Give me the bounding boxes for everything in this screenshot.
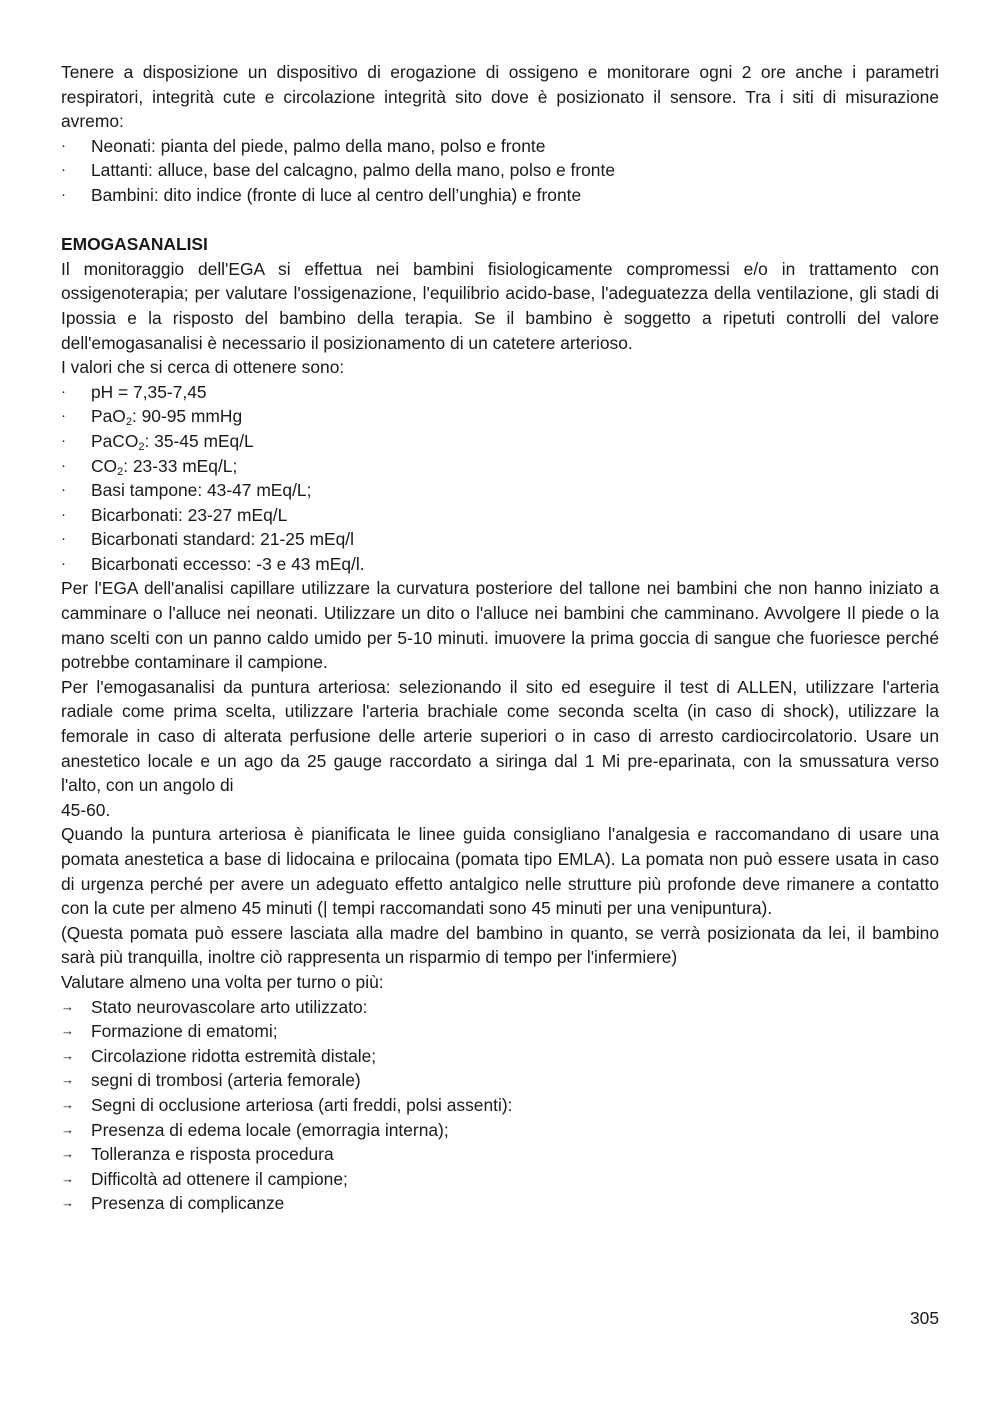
bullet-dot-icon: · xyxy=(61,554,66,572)
page-number: 305 xyxy=(909,1308,939,1328)
list-item: · Neonati: pianta del piede, palmo della mano, polso e fronte xyxy=(61,134,939,159)
list-item: → Segni di occlusione arteriosa (arti freddi, polsi assenti): xyxy=(61,1093,939,1118)
bullet-dot-icon: · xyxy=(61,505,66,523)
list-item: · Bambini: dito indice (fronte di luce al centro dell’unghia) e fronte xyxy=(61,183,939,208)
list-item: → Stato neurovascolare arto utilizzato: xyxy=(61,995,939,1020)
arrow-right-icon: → xyxy=(61,998,74,1014)
bullet-dot-icon: · xyxy=(61,456,66,474)
arrow-right-icon: → xyxy=(61,1121,74,1137)
list-item: · Lattanti: alluce, base del calcagno, palmo della mano, polso e fronte xyxy=(61,158,939,183)
arrow-right-icon: → xyxy=(61,1023,74,1039)
ointment-paragraph: (Questa pomata può essere lasciata alla madre del bambino in quanto, se verrà posizionata da lei, il bambino sarà più tranquilla, inoltre ciò rappresenta un risparmio di tempo per l'infermiere) xyxy=(61,922,939,968)
list-item: → Circolazione ridotta estremità distale; xyxy=(61,1044,939,1069)
list-item: · pH = 7,35-7,45 xyxy=(61,380,939,405)
bullet-dot-icon: · xyxy=(61,407,66,425)
bullet-dot-icon: · xyxy=(61,431,66,449)
page-content xyxy=(61,60,939,1216)
arrow-right-icon: → xyxy=(61,1096,74,1112)
bullet-dot-icon: · xyxy=(61,481,66,499)
measurement-sites-list xyxy=(61,134,939,208)
list-item: → Difficoltà ad ottenere il campione; xyxy=(61,1167,939,1192)
list-item: · $CO_2$: 23-33 mEq/L; xyxy=(61,455,238,478)
list-item: · Bicarbonati standard: 21-25 mEq/l xyxy=(61,527,939,552)
list-item: → Formazione di ematomi; xyxy=(61,1019,939,1044)
capillary-paragraph: Per l'EGA dell'analisi capillare utilizzare la curvatura posteriore del tallone nei bambini che non hanno iniziato a camminare o l'alluce nei neonati. Utilizzare un dito o l'alluce nei bambini che camminano. Avvolgere Il piede o la mano scelti con un panno caldo umido per 5-10 minuti. imuovere la prima goccia di sangue che fuoriesce perché potrebbe contaminare il campione. xyxy=(61,578,939,673)
bullet-dot-icon: · xyxy=(61,136,66,154)
arrow-right-icon: → xyxy=(61,1170,74,1186)
bullet-dot-icon: · xyxy=(61,161,66,179)
list-item: → Tolleranza e risposta procedura xyxy=(61,1142,939,1167)
arrow-right-icon: → xyxy=(61,1195,74,1211)
section-heading: EMOGASANALISI xyxy=(61,234,208,255)
intro-paragraph: Tenere a disposizione un dispositivo di erogazione di ossigeno e monitorare ogni 2 ore anche i parametri respiratori, integrità cute e circolazione integrità sito dove è posizionato il sensore. Tra i siti di misurazione avremo: xyxy=(61,62,939,132)
values-intro: I valori che si cerca di ottenere sono: xyxy=(61,357,345,378)
bullet-dot-icon: · xyxy=(61,530,66,548)
arrow-right-icon: → xyxy=(61,1072,74,1088)
list-item: · Basi tampone: 43-47 mEq/L; xyxy=(61,478,939,503)
arterial-paragraph-tail: 45-60. xyxy=(61,799,111,820)
arterial-paragraph: Per l'emogasanalisi da puntura arteriosa: selezionando il sito ed eseguire il test di ALLEN, utilizzare l'arteria radiale come prima scelta, utilizzare l'arteria brachiale come seconda scelta (in caso di shock), utilizzare la femorale in caso di alterata perfusione delle arterie superiori o in caso di arresto cardiocircolatorio. Usare un anestetico locale e un ago da 25 gauge raccordato a siringa dal 1 Mi pre-eparinata, con la smussatura verso l'alto, con un angolo di xyxy=(61,676,939,796)
list-item: → Presenza di edema locale (emorragia interna); xyxy=(61,1118,939,1143)
arrow-right-icon: → xyxy=(61,1146,74,1162)
list-item: · PaCO$_2$: 35-45 mEq/L xyxy=(61,430,254,453)
list-item: → segni di trombosi (arteria femorale) xyxy=(61,1068,939,1093)
ega-paragraph: Il monitoraggio dell'EGA si effettua nei bambini fisiologicamente compromessi e/o in trattamento con ossigenoterapia; per valutare l'ossigenazione, l'equilibrio acido-base, l'adeguatezza della ventilazione, gli stadi di Ipossia e la risposto del bambino della terapia. Se il bambino è soggetto a ripetuti controlli del valore dell'emogasanalisi è necessario il posizionamento di un catetere arterioso. xyxy=(61,258,939,353)
assessment-list xyxy=(61,995,939,1216)
assess-intro: Valutare almeno una volta per turno o più: xyxy=(61,971,384,992)
analgesia-paragraph: Quando la puntura arteriosa è pianificata le linee guida consigliano l'analgesia e raccomandano di usare una pomata anestetica a base di lidocaina e prilocaina (pomata tipo EMLA). La pomata non può essere usata in caso di urgenza perché per avere un adeguato effetto antalgico nelle strutture più profonde deve rimanere a contatto con la cute per almeno 45 minuti (| tempi raccomandati sono 45 minuti per una venipuntura). xyxy=(61,824,939,919)
list-item: → Presenza di complicanze xyxy=(61,1191,939,1216)
list-item: · Bicarbonati: 23-27 mEq/L xyxy=(61,503,939,528)
list-item: · PaO$_2$: 90-95 mmHg xyxy=(61,406,243,429)
arrow-right-icon: → xyxy=(61,1047,74,1063)
list-item: · Bicarbonati eccesso: -3 e 43 mEq/l. xyxy=(61,552,939,577)
bullet-dot-icon: · xyxy=(61,382,66,400)
bullet-dot-icon: · xyxy=(61,185,66,203)
target-values-list xyxy=(61,380,939,577)
